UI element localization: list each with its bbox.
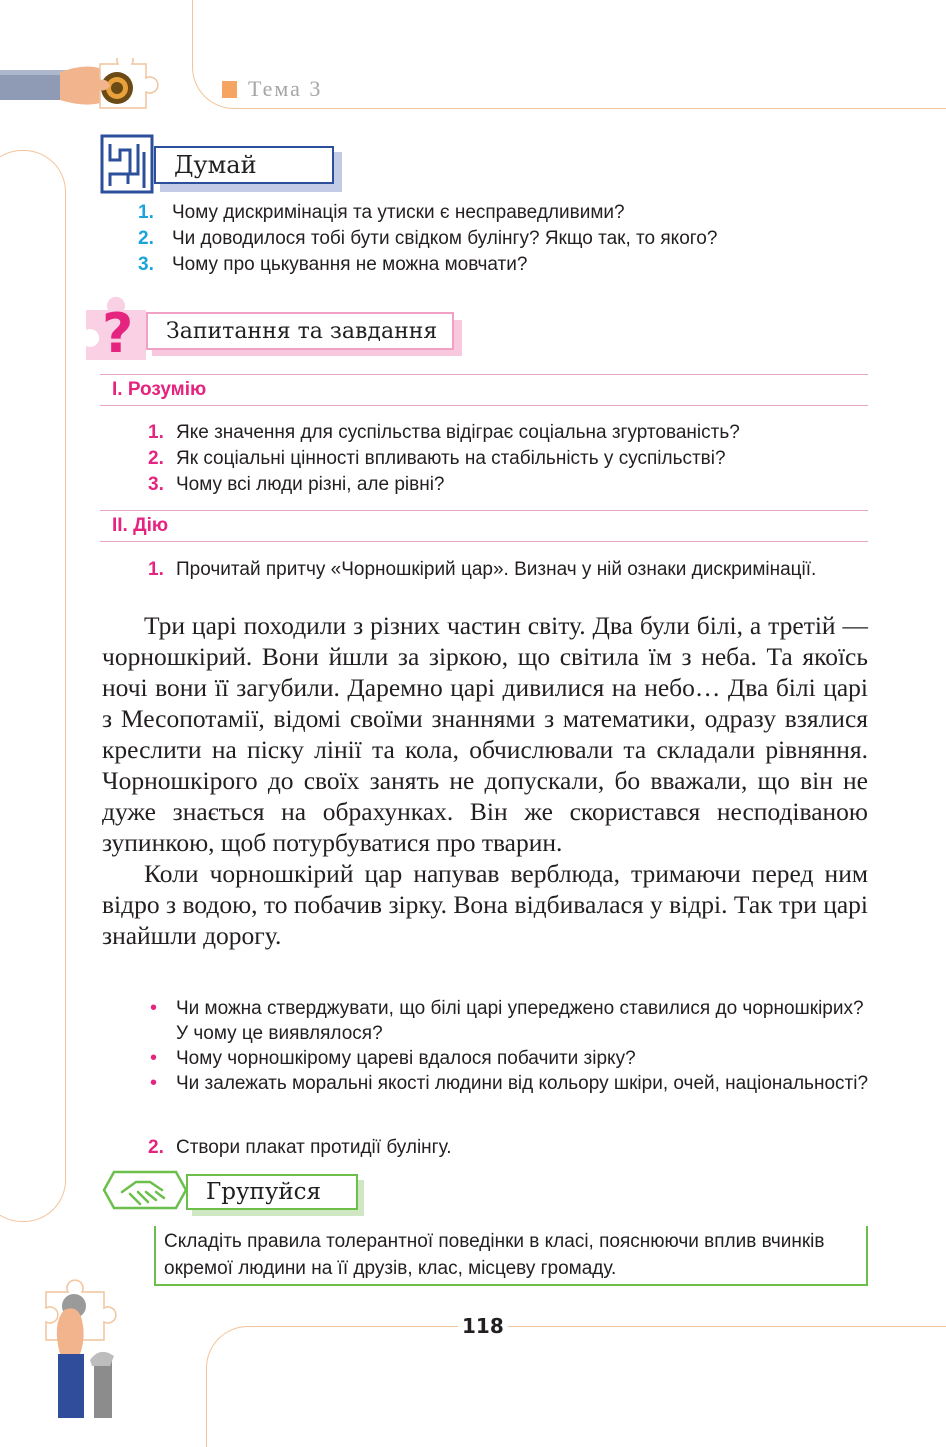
parable-questions [150, 996, 868, 1096]
think-heading: Думай [154, 146, 334, 184]
list-item: 1. Чому дискримінація та утиски є несправедливими? [138, 202, 625, 223]
page-frame-left [0, 150, 66, 1222]
topic-marker [222, 81, 237, 98]
parable-paragraph: Коли чорношкірий цар напував верблюда, тримаючи перед ним відро з водою, то побачив зірку. Вона відбивалася у відрі. Так три царі знайшли дорогу. [102, 859, 868, 950]
list-item: • Чому чорношкірому цареві вдалося побачити зірку? [150, 1047, 636, 1069]
act-heading: II. Дію [100, 510, 868, 542]
list-item: 2. Як соціальні цінності впливають на стабільність у суспільстві? [148, 448, 726, 469]
raised-hands-illustration [30, 1268, 140, 1418]
list-item: • Чи залежать моральні якості людини від кольору шкіри, очей, національності? [150, 1072, 869, 1094]
list-item: 3. Чому про цькування не можна мовчати? [138, 254, 528, 275]
maze-icon [100, 134, 156, 196]
group-heading: Групуйся [186, 1174, 358, 1210]
parable-paragraph: Три царі походили з різних частин світу. Два були білі, а третій — чорношкірий. Вони йшли за зіркою, що світила їм з неба. Та якоїсь ночі вони її загубили. Даремно царі дивилися на небо… Два білі царі з Месопотамії, відомі своїми знаннями з математики, одразу взялися креслити на піску лінії та кола, обчислювали та складали рівняння. Чорношкірого до своїх занять не допускали, бо вважали, що він не дуже знається на обрахунках. Він же скористався несподіваною зупинкою, щоб потурбуватися про тварин. [102, 611, 868, 857]
task-2-number: 2. [148, 1137, 164, 1158]
svg-text:?: ? [102, 302, 134, 365]
handshake-icon [100, 1166, 192, 1220]
understand-heading: I. Розумію [100, 374, 868, 406]
task-2 [148, 1135, 868, 1160]
think-questions [138, 200, 858, 278]
page-frame-bottom [206, 1326, 946, 1447]
list-item: 3. Чому всі люди різні, але рівні? [148, 474, 445, 495]
task-1 [148, 557, 868, 582]
hand-puzzle-illustration [0, 58, 170, 120]
list-item: 1. Яке значення для суспільства відіграє соціальна згуртованість? [148, 422, 740, 443]
list-item: • Чи можна стверджувати, що білі царі упереджено ставилися до чорношкірих? У чому це виявлялося? [150, 997, 864, 1044]
list-item: 2. Чи доводилося тобі бути свідком булінгу? Якщо так, то якого? [138, 228, 718, 249]
task-2-text: Створи плакат протидії булінгу. [176, 1137, 452, 1158]
page-number: 118 [462, 1314, 504, 1338]
task-1-number: 1. [148, 559, 164, 580]
parable-text [102, 610, 868, 951]
task-1-text: Прочитай притчу «Чорношкірий цар». Визнач у ній ознаки дискримінації. [176, 559, 817, 580]
questions-heading: Запитання та завдання [146, 312, 454, 350]
group-task: Складіть правила толерантної поведінки в класі, пояснюючи вплив вчинків окремої людини на її друзів, клас, місцеву громаду. [154, 1226, 868, 1286]
topic-label: Тема 3 [248, 76, 323, 101]
understand-questions [148, 420, 868, 498]
